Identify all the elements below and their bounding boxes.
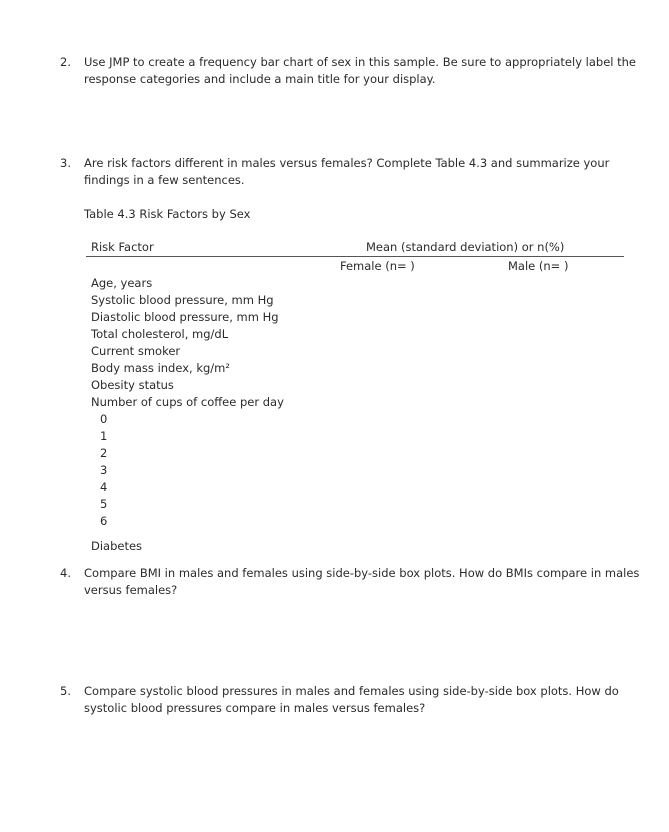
- table-row: Body mass index, kg/m²: [91, 361, 230, 375]
- question-line: Compare BMI in males and females using side-by-side box plots. How do BMIs compare in males: [84, 566, 640, 580]
- question-text: [84, 683, 629, 717]
- table-row: Systolic blood pressure, mm Hg: [91, 293, 274, 307]
- question-text: [84, 155, 629, 189]
- table-row: Current smoker: [91, 344, 181, 358]
- table-row: Number of cups of coffee per day: [91, 395, 284, 409]
- coffee-level: 0: [100, 412, 108, 426]
- question-text: [84, 54, 637, 88]
- question-line: Are risk factors different in males versus females? Complete Table 4.3 and summarize your: [84, 156, 610, 170]
- question-line: Compare systolic blood pressures in males and females using side-by-side box plots. How do: [84, 684, 619, 698]
- table-header-risk-factor: Risk Factor: [91, 240, 154, 254]
- question-line: versus females?: [84, 583, 178, 597]
- coffee-level: 6: [100, 514, 108, 528]
- table-row: Total cholesterol, mg/dL: [91, 327, 229, 341]
- question-text: [84, 565, 640, 599]
- question-line: findings in a few sentences.: [84, 173, 245, 187]
- question-number: 4.: [60, 566, 71, 580]
- table-header-statistic: Mean (standard deviation) or n(%): [366, 240, 565, 254]
- coffee-level: 3: [100, 463, 108, 477]
- table-rows: [91, 275, 284, 555]
- question-number: 3.: [60, 156, 71, 170]
- table-row: Diastolic blood pressure, mm Hg: [91, 310, 279, 324]
- row-gap: [91, 530, 284, 538]
- table-row: Obesity status: [91, 378, 174, 392]
- table-subheader-female: Female (n= ): [340, 259, 415, 273]
- question-line: Use JMP to create a frequency bar chart of sex in this sample. Be sure to appropriately label the: [84, 55, 637, 69]
- coffee-level: 4: [100, 480, 108, 494]
- question-line: response categories and include a main title for your display.: [84, 72, 436, 86]
- question-number: 2.: [60, 55, 71, 69]
- table-subheader-male: Male (n= ): [508, 259, 569, 273]
- coffee-level: 5: [100, 497, 108, 511]
- table-row: Diabetes: [91, 539, 143, 553]
- table-header-rule: [86, 256, 624, 257]
- table-caption: Table 4.3 Risk Factors by Sex: [84, 207, 251, 221]
- question-number: 5.: [60, 684, 71, 698]
- coffee-level: 1: [100, 429, 108, 443]
- table-row: Age, years: [91, 276, 153, 290]
- coffee-level: 2: [100, 446, 108, 460]
- question-line: systolic blood pressures compare in males versus females?: [84, 701, 426, 715]
